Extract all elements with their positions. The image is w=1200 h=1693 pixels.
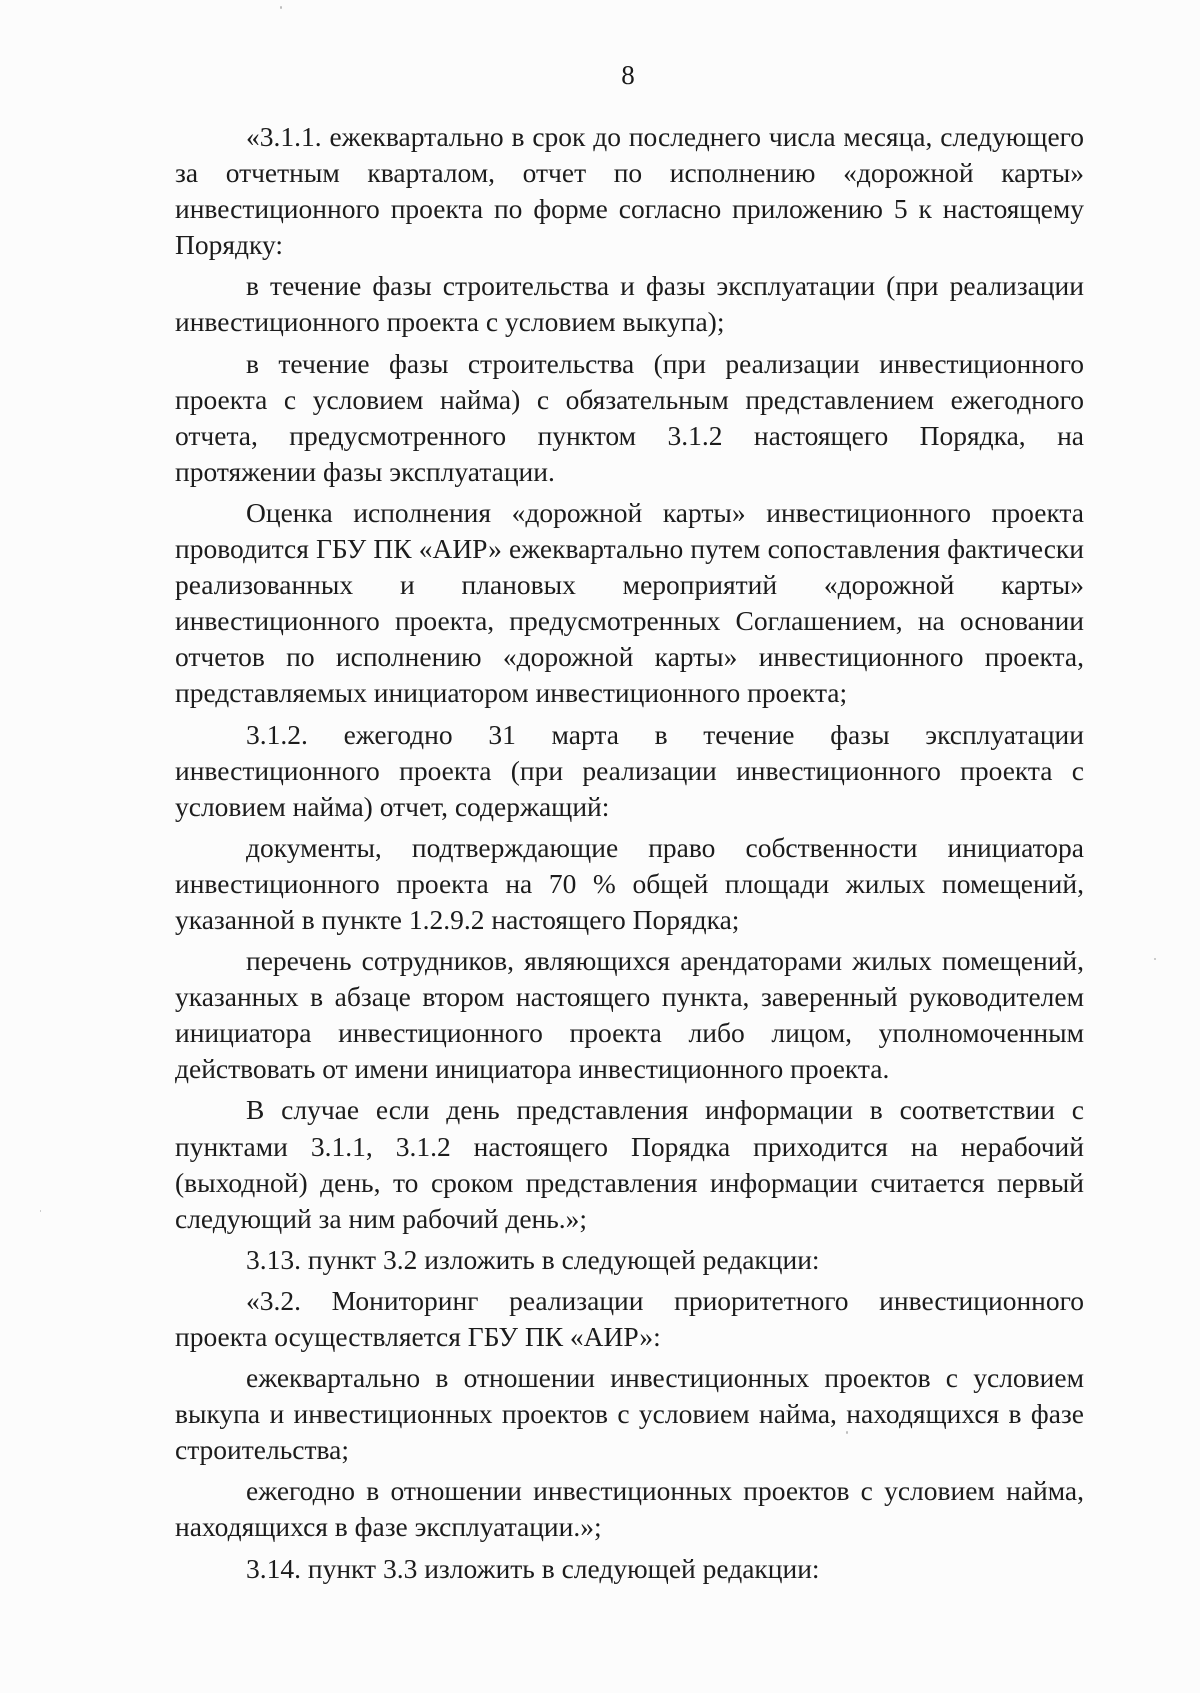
paragraph-yearly-monitoring: ежегодно в отношении инвестиционных проектов с условием найма, находящихся в фазе эксплуатации.»; xyxy=(175,1475,1084,1543)
paragraph-non-working-day: В случае если день представления информации в соответствии с пунктами 3.1.1, 3.1.2 настоящего Порядка приходится на нерабочий (выходной) день, то сроком представления информации считается первый следующий за ним рабочий день.»; xyxy=(175,1094,1084,1234)
scan-speck xyxy=(846,1431,848,1434)
paragraph-3-2-monitoring: «3.2. Мониторинг реализации приоритетного инвестиционного проекта осуществляется ГБУ ПК «АИР»: xyxy=(175,1284,1084,1352)
paragraph-roadmap-assessment: Оценка исполнения «дорожной карты» инвестиционного проекта проводится ГБУ ПК «АИР» ежеквартально путем сопоставления фактически реализованных и плановых мероприятий «дорожной карты» инвестиционного проекта, предусмотренных Соглашением, на основании отчетов по исполнению «дорожной карты» инвестиционного проекта, представляемых инициатором инвестиционного проекта; xyxy=(175,496,1084,709)
paragraph-quarterly-monitoring: ежеквартально в отношении инвестиционных проектов с условием выкупа и инвестиционных проектов с условием найма, находящихся в фазе строительства; xyxy=(175,1362,1084,1466)
document-body xyxy=(175,119,1084,1587)
paragraph-employee-list: перечень сотрудников, являющихся арендаторами жилых помещений, указанных в абзаце втором настоящего пункта, заверенный руководителем инициатора инвестиционного проекта либо лицом, уполномоченным действовать от имени инициатора инвестиционного проекта. xyxy=(175,945,1084,1085)
scan-speck xyxy=(280,6,282,9)
paragraph-ownership-documents: документы, подтверждающие право собственности инициатора инвестиционного проекта на 70 % общей площади жилых помещений, указанной в пункте 1.2.9.2 настоящего Порядка; xyxy=(175,831,1084,935)
paragraph-3-1-1: «3.1.1. ежеквартально в срок до последнего числа месяца, следующего за отчетным кварталом, отчет по исполнению «дорожной карты» инвестиционного проекта по форме согласно приложению 5 к настоящему Порядку: xyxy=(175,121,1084,261)
scan-speck xyxy=(1154,958,1156,960)
paragraph-purchase-condition: в течение фазы строительства и фазы эксплуатации (при реализации инвестиционного проекта с условием выкупа); xyxy=(175,270,1084,338)
scan-speck xyxy=(40,1210,41,1212)
paragraph-3-1-2: 3.1.2. ежегодно 31 марта в течение фазы эксплуатации инвестиционного проекта (при реализации инвестиционного проекта с условием найма) отчет, содержащий: xyxy=(175,718,1084,822)
page-number: 8 xyxy=(621,60,635,90)
paragraph-3-14: 3.14. пункт 3.3 изложить в следующей редакции: xyxy=(246,1552,820,1584)
paragraph-rent-condition: в течение фазы строительства (при реализации инвестиционного проекта с условием найма) с обязательным представлением ежегодного отчета, предусмотренного пунктом 3.1.2 настоящего Порядка, на протяжении фазы эксплуатации. xyxy=(175,347,1084,487)
paragraph-3-13: 3.13. пункт 3.2 изложить в следующей редакции: xyxy=(246,1243,820,1275)
